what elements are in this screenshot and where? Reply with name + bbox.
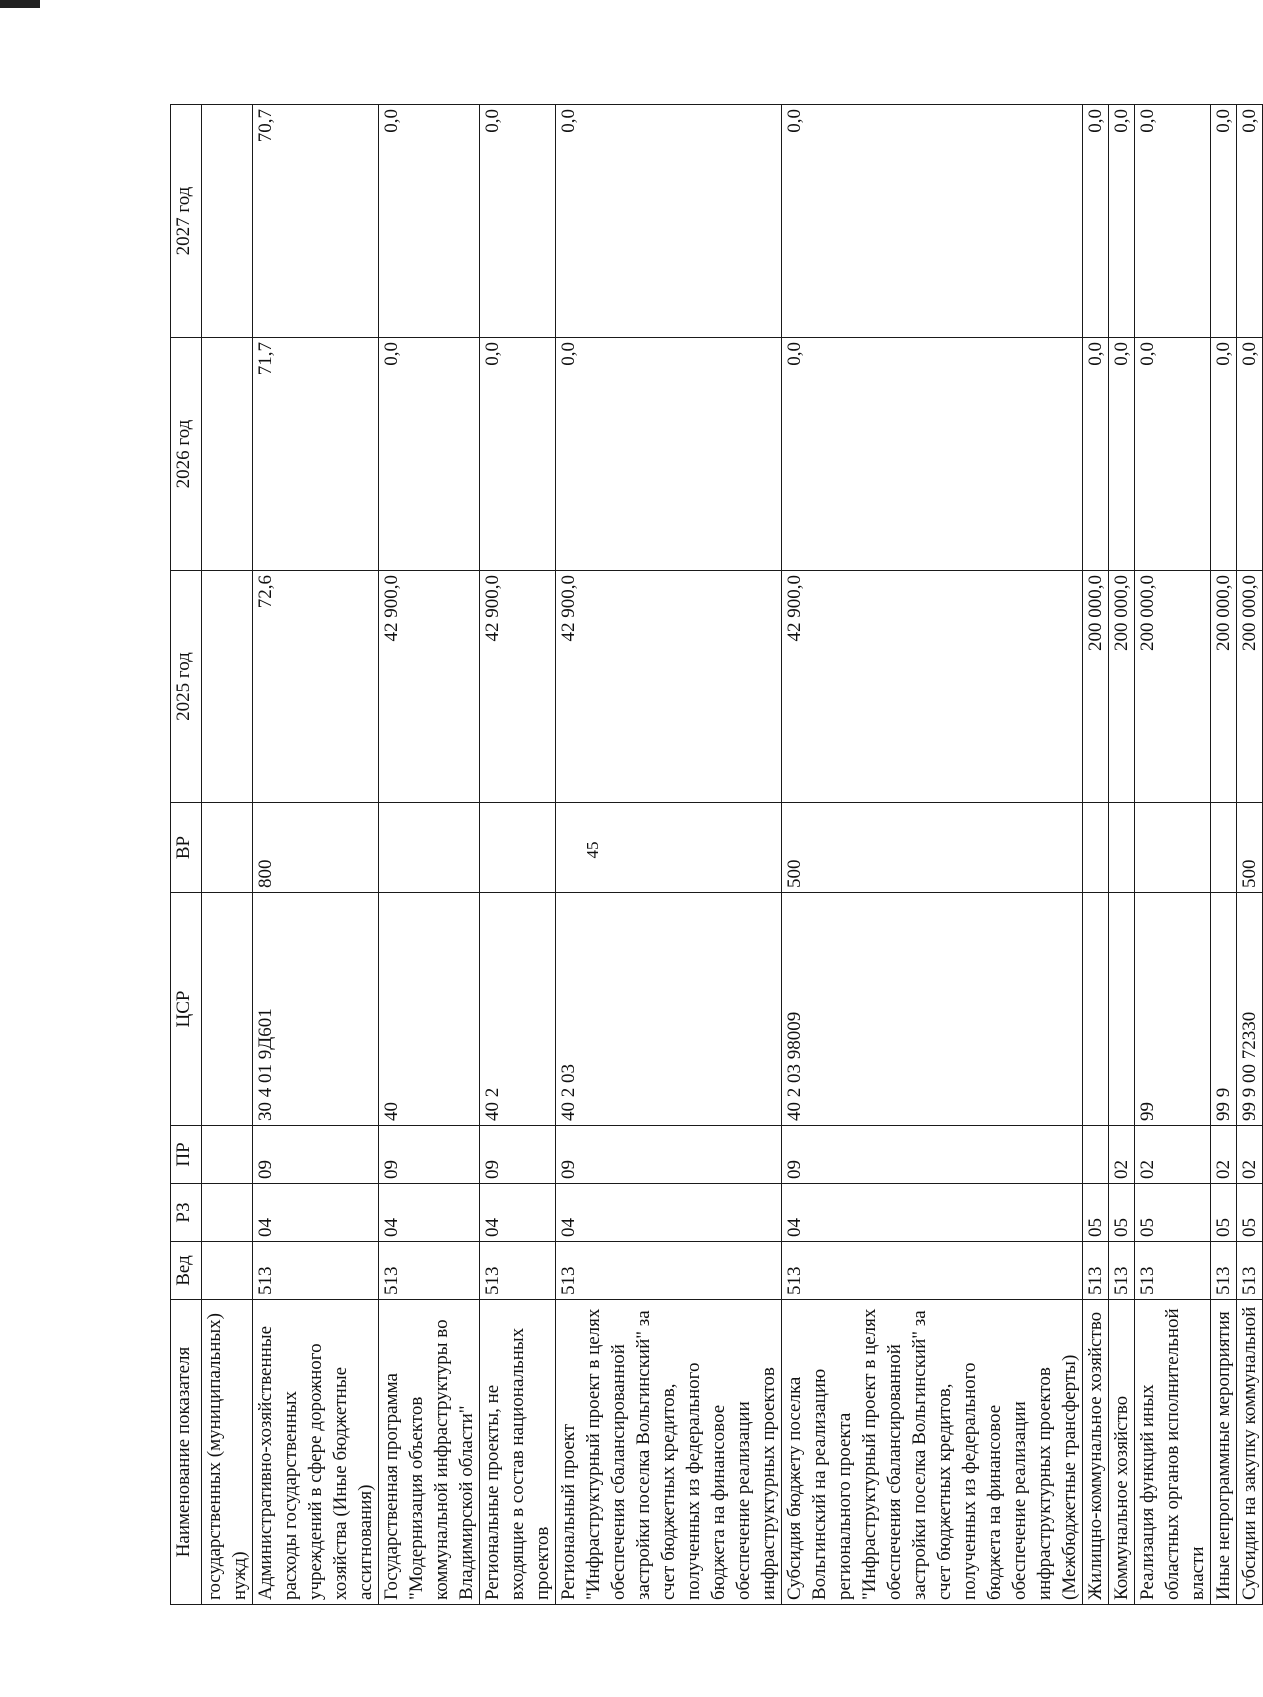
cell-ved: 513 xyxy=(1109,1242,1135,1300)
cell-name: Субсидии на закупку коммунальной xyxy=(1237,1300,1263,1605)
cell-vr xyxy=(1083,803,1109,893)
cell-2027: 70,7 xyxy=(253,105,379,338)
cell-vr xyxy=(202,803,253,893)
cell-pr: 09 xyxy=(782,1126,1083,1184)
cell-rz: 04 xyxy=(556,1184,782,1242)
cell-pr: 09 xyxy=(556,1126,782,1184)
cell-2025: 42 900,0 xyxy=(379,571,480,803)
page-number: 45 xyxy=(583,841,602,859)
cell-2025 xyxy=(202,571,253,803)
cell-rz: 05 xyxy=(1211,1184,1237,1242)
cell-2027 xyxy=(202,105,253,338)
cell-name: Коммунальное хозяйство xyxy=(1109,1300,1135,1605)
cell-vr xyxy=(1109,803,1135,893)
cell-rz: 05 xyxy=(1083,1184,1109,1242)
cell-2026: 0,0 xyxy=(1135,338,1211,571)
cell-2026: 0,0 xyxy=(1237,338,1263,571)
col-header-2026: 2026 год xyxy=(171,338,202,571)
cell-pr: 09 xyxy=(253,1126,379,1184)
cell-pr: 09 xyxy=(480,1126,556,1184)
cell-ved: 513 xyxy=(379,1242,480,1300)
cell-2025: 200 000,0 xyxy=(1109,571,1135,803)
cell-csr: 99 9 xyxy=(1211,893,1237,1126)
cell-2027: 0,0 xyxy=(1135,105,1211,338)
cell-pr xyxy=(202,1126,253,1184)
cell-name: Региональные проекты, не входящие в состав национальных проектов xyxy=(480,1300,556,1605)
cell-2026: 0,0 xyxy=(782,338,1083,571)
cell-vr: 500 xyxy=(1237,803,1263,893)
table-row xyxy=(379,105,480,1605)
table-row xyxy=(1109,105,1135,1605)
cell-csr: 99 xyxy=(1135,893,1211,1126)
cell-pr: 02 xyxy=(1211,1126,1237,1184)
cell-rz: 05 xyxy=(1135,1184,1211,1242)
cell-2026: 0,0 xyxy=(1109,338,1135,571)
cell-rz: 04 xyxy=(379,1184,480,1242)
cell-vr xyxy=(1135,803,1211,893)
cell-2027: 0,0 xyxy=(1211,105,1237,338)
cell-vr xyxy=(379,803,480,893)
cell-rz xyxy=(202,1184,253,1242)
col-header-pr: ПР xyxy=(171,1126,202,1184)
cell-2026: 71,7 xyxy=(253,338,379,571)
cell-ved: 513 xyxy=(1135,1242,1211,1300)
col-header-csr: ЦСР xyxy=(171,893,202,1126)
col-header-2027: 2027 год xyxy=(171,105,202,338)
table-row xyxy=(480,105,556,1605)
cell-2027: 0,0 xyxy=(1109,105,1135,338)
cell-2026: 0,0 xyxy=(480,338,556,571)
cell-pr: 02 xyxy=(1135,1126,1211,1184)
cell-csr: 40 2 03 98009 xyxy=(782,893,1083,1126)
cell-2027: 0,0 xyxy=(556,105,782,338)
cell-vr xyxy=(1211,803,1237,893)
cell-2026 xyxy=(202,338,253,571)
cell-ved: 513 xyxy=(1211,1242,1237,1300)
cell-2025: 42 900,0 xyxy=(556,571,782,803)
col-header-name: Наименование показателя xyxy=(171,1300,202,1605)
cell-csr: 40 xyxy=(379,893,480,1126)
cell-vr xyxy=(556,803,782,893)
cell-2027: 0,0 xyxy=(782,105,1083,338)
cell-csr: 30 4 01 9Д601 xyxy=(253,893,379,1126)
table-row xyxy=(1211,105,1237,1605)
cell-vr: 800 xyxy=(253,803,379,893)
cell-csr xyxy=(1083,893,1109,1126)
cell-name: Иные непрограммные мероприятия xyxy=(1211,1300,1237,1605)
cell-pr: 02 xyxy=(1237,1126,1263,1184)
cell-ved: 513 xyxy=(253,1242,379,1300)
cell-csr xyxy=(1109,893,1135,1126)
cell-pr xyxy=(1083,1126,1109,1184)
cell-ved xyxy=(202,1242,253,1300)
table-row xyxy=(782,105,1083,1605)
cell-vr: 500 xyxy=(782,803,1083,893)
cell-ved: 513 xyxy=(480,1242,556,1300)
cell-2026: 0,0 xyxy=(1211,338,1237,571)
cell-name: Реализация функций иных областных органов исполнительной власти xyxy=(1135,1300,1211,1605)
table-header-row xyxy=(171,105,202,1605)
cell-rz: 04 xyxy=(782,1184,1083,1242)
cell-2025: 200 000,0 xyxy=(1083,571,1109,803)
cell-csr: 40 2 xyxy=(480,893,556,1126)
table-row xyxy=(1083,105,1109,1605)
table-row xyxy=(1237,105,1263,1605)
cell-ved: 513 xyxy=(782,1242,1083,1300)
cell-2027: 0,0 xyxy=(379,105,480,338)
table-row xyxy=(253,105,379,1605)
cell-2025: 200 000,0 xyxy=(1211,571,1237,803)
cell-vr xyxy=(480,803,556,893)
cell-name: государственных (муниципальных) нужд) xyxy=(202,1300,253,1605)
cell-2025: 200 000,0 xyxy=(1135,571,1211,803)
cell-name: Субсидия бюджету поселка Вольгинский на реализацию регионального проекта "Инфраструктурный проект в целях обеспечения сбалансированной застройки поселка Вольгинский" за счет бюджетных кредитов, полученных из федерального бюджета на финансовое обеспечение реализации инфраструктурных проектов (Межбюджетные трансферты) xyxy=(782,1300,1083,1605)
cell-csr xyxy=(202,893,253,1126)
col-header-rz: РЗ xyxy=(171,1184,202,1242)
col-header-vr: ВР xyxy=(171,803,202,893)
cell-2025: 72,6 xyxy=(253,571,379,803)
col-header-ved: Вед xyxy=(171,1242,202,1300)
cell-rz: 04 xyxy=(480,1184,556,1242)
cell-csr: 40 2 03 xyxy=(556,893,782,1126)
cell-2027: 0,0 xyxy=(1083,105,1109,338)
cell-name: Региональный проект "Инфраструктурный проект в целях обеспечения сбалансированной застройки поселка Вольгинский" за счет бюджетных кредитов, полученных из федерального бюджета на финансовое обеспечение реализации инфраструктурных проектов xyxy=(556,1300,782,1605)
cell-ved: 513 xyxy=(556,1242,782,1300)
cell-pr: 02 xyxy=(1109,1126,1135,1184)
scan-edge-mark xyxy=(0,0,40,8)
col-header-2025: 2025 год xyxy=(171,571,202,803)
table-row xyxy=(556,105,782,1605)
table-row xyxy=(1135,105,1211,1605)
rotated-table-container xyxy=(170,105,1260,1605)
cell-2025: 42 900,0 xyxy=(480,571,556,803)
table-row xyxy=(202,105,253,1605)
cell-2025: 42 900,0 xyxy=(782,571,1083,803)
cell-2026: 0,0 xyxy=(1083,338,1109,571)
budget-table xyxy=(170,104,1263,1605)
cell-pr: 09 xyxy=(379,1126,480,1184)
cell-name: Административно-хозяйственные расходы государственных учреждений в сфере дорожного хозяйства (Иные бюджетные ассигнования) xyxy=(253,1300,379,1605)
cell-2026: 0,0 xyxy=(379,338,480,571)
cell-name: Государственная программа "Модернизация объектов коммунальной инфраструктуры во Владимирской области" xyxy=(379,1300,480,1605)
cell-2025: 200 000,0 xyxy=(1237,571,1263,803)
cell-name: Жилищно-коммунальное хозяйство xyxy=(1083,1300,1109,1605)
cell-2027: 0,0 xyxy=(1237,105,1263,338)
cell-rz: 05 xyxy=(1237,1184,1263,1242)
cell-rz: 05 xyxy=(1109,1184,1135,1242)
cell-ved: 513 xyxy=(1083,1242,1109,1300)
cell-csr: 99 9 00 72330 xyxy=(1237,893,1263,1126)
cell-2027: 0,0 xyxy=(480,105,556,338)
cell-ved: 513 xyxy=(1237,1242,1263,1300)
cell-2026: 0,0 xyxy=(556,338,782,571)
cell-rz: 04 xyxy=(253,1184,379,1242)
